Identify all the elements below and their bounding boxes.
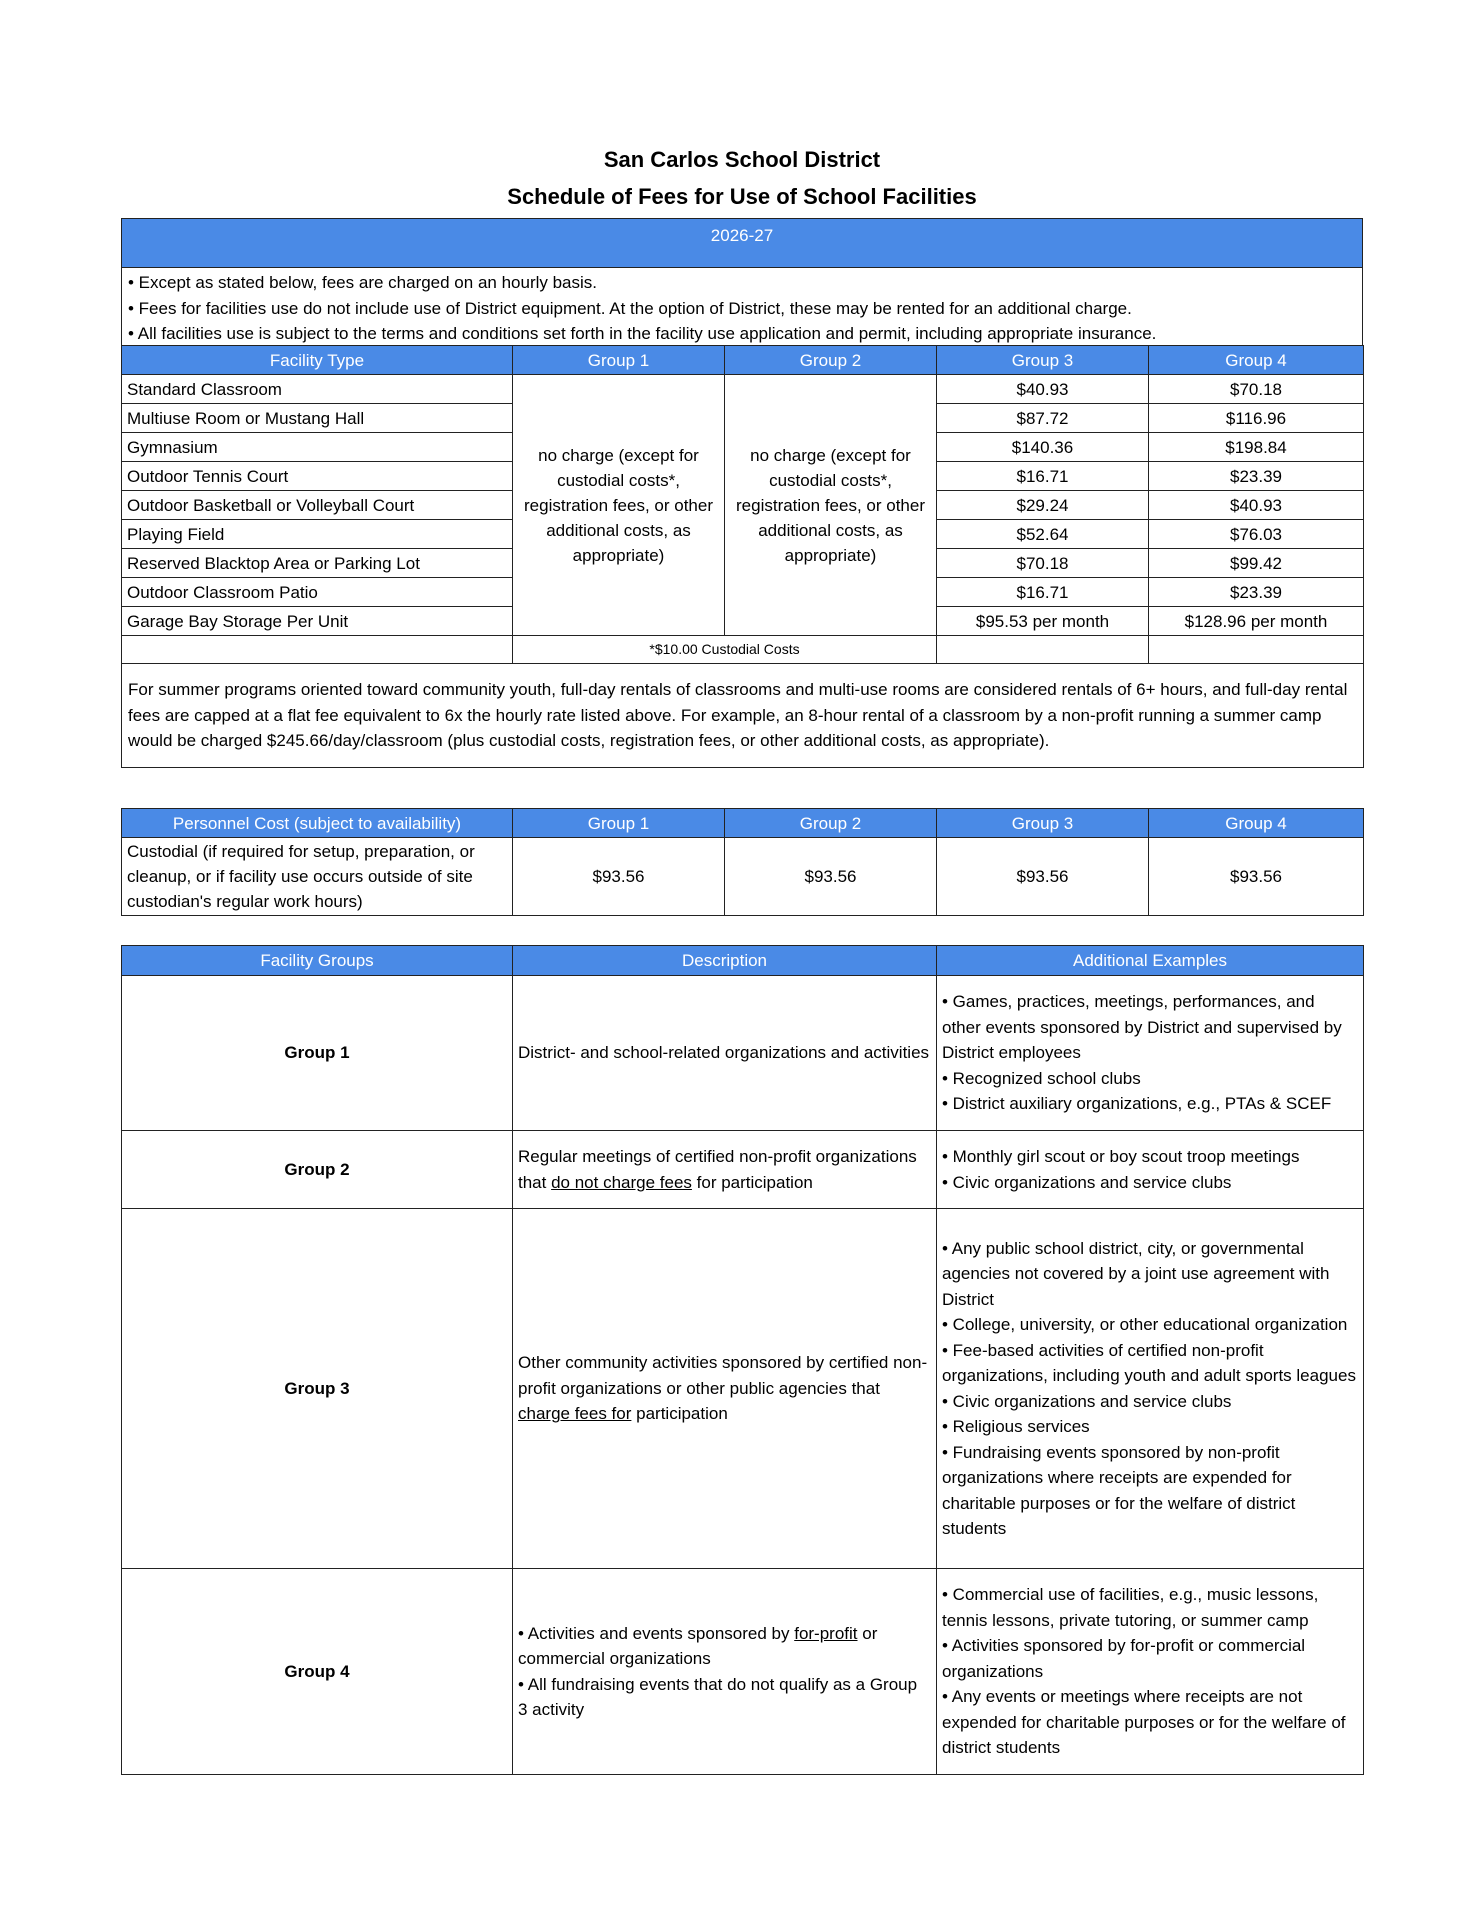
facility-name: Outdoor Tennis Court — [122, 462, 513, 491]
personnel-table — [121, 808, 1364, 916]
col-additional-examples: Additional Examples — [937, 946, 1364, 976]
note-line: • All facilities use is subject to the terms and conditions set forth in the facility use application and permit, including appropriate insurance. — [128, 324, 1157, 343]
summer-program-note: For summer programs oriented toward community youth, full-day rentals of classrooms and multi-use rooms are considered rentals of 6+ hours, and full-day rental fees are capped at a flat fee equivalent to 6x the hourly rate listed above. For example, an 8-hour rental of a classroom by a non-profit running a summer camp would be charged $245.66/day/classroom (plus custodial costs, registration fees, or other additional costs, as appropriate). — [122, 664, 1364, 768]
empty-cell — [1149, 636, 1364, 664]
example-item: • Games, practices, meetings, performances, and other events sponsored by District and supervised by District employees — [942, 992, 1342, 1063]
note-line: • Fees for facilities use do not include use of District equipment. At the option of District, these may be rented for an additional charge. — [128, 298, 1132, 318]
example-item: • Religious services — [942, 1417, 1090, 1436]
example-item: • Any public school district, city, or governmental agencies not covered by a joint use agreement with District — [942, 1238, 1330, 1309]
group4-fee: $116.96 — [1149, 404, 1364, 433]
group4-fee: $76.03 — [1149, 520, 1364, 549]
group4-fee: $128.96 per month — [1149, 607, 1364, 636]
facility-name: Playing Field — [122, 520, 513, 549]
group-examples — [937, 976, 1364, 1131]
col-group-1: Group 1 — [513, 346, 725, 375]
group4-fee: $99.42 — [1149, 549, 1364, 578]
example-item: • College, university, or other educational organization — [942, 1315, 1348, 1334]
group1-no-charge: no charge (except for custodial costs*, registration fees, or other additional costs, as appropriate) — [513, 375, 725, 636]
custodial-label: Custodial (if required for setup, preparation, or cleanup, or if facility use occurs outside of site custodian's regular work hours) — [122, 838, 513, 916]
col-group-3: Group 3 — [937, 346, 1149, 375]
example-item: • Fundraising events sponsored by non-profit organizations where receipts are expended for charitable purposes or for the welfare of district students — [942, 1442, 1296, 1538]
facility-name: Outdoor Classroom Patio — [122, 578, 513, 607]
group3-fee: $87.72 — [937, 404, 1149, 433]
empty-cell — [122, 636, 513, 664]
col-group-2: Group 2 — [725, 809, 937, 838]
col-group-2: Group 2 — [725, 346, 937, 375]
facility-name: Gymnasium — [122, 433, 513, 462]
group3-fee: $16.71 — [937, 578, 1149, 607]
description-item: • All fundraising events that do not qualify as a Group 3 activity — [518, 1674, 918, 1719]
facility-name: Garage Bay Storage Per Unit — [122, 607, 513, 636]
group4-fee: $23.39 — [1149, 578, 1364, 607]
example-item: • Recognized school clubs — [942, 1068, 1141, 1088]
example-item: • District auxiliary organizations, e.g., PTAs & SCEF — [942, 1094, 1332, 1114]
example-item: • Civic organizations and service clubs — [942, 1172, 1232, 1192]
year-banner: 2026-27 — [121, 218, 1363, 268]
group-examples — [937, 1569, 1364, 1775]
group4-fee: $40.93 — [1149, 491, 1364, 520]
col-facility-groups: Facility Groups — [122, 946, 513, 976]
facility-groups-table — [121, 945, 1364, 1775]
description-item: • Activities and events sponsored by for-profit or commercial organizations — [518, 1623, 878, 1668]
group3-fee: $40.93 — [937, 375, 1149, 404]
personnel-group3-cost: $93.56 — [937, 838, 1149, 916]
example-item: • Fee-based activities of certified non-profit organizations, including youth and adult sports leagues — [942, 1340, 1356, 1385]
col-group-4: Group 4 — [1149, 809, 1364, 838]
col-personnel-cost: Personnel Cost (subject to availability) — [122, 809, 513, 838]
example-item: • Any events or meetings where receipts are not expended for charitable purposes or for the welfare of district students — [942, 1687, 1346, 1758]
group-description: Regular meetings of certified non-profit organizations that do not charge fees for participation — [513, 1131, 937, 1209]
col-facility-type: Facility Type — [122, 346, 513, 375]
group-description: Other community activities sponsored by certified non-profit organizations or other public agencies that charge fees for participation — [513, 1209, 937, 1569]
group3-fee: $29.24 — [937, 491, 1149, 520]
empty-cell — [937, 636, 1149, 664]
group3-fee: $140.36 — [937, 433, 1149, 462]
facility-name: Standard Classroom — [122, 375, 513, 404]
facility-name: Reserved Blacktop Area or Parking Lot — [122, 549, 513, 578]
custodial-footnote: *$10.00 Custodial Costs — [513, 636, 937, 664]
group4-fee: $23.39 — [1149, 462, 1364, 491]
col-group-3: Group 3 — [937, 809, 1149, 838]
note-line: • Except as stated below, fees are charged on an hourly basis. — [128, 273, 598, 292]
group-name: Group 2 — [122, 1131, 513, 1209]
facility-name: Outdoor Basketball or Volleyball Court — [122, 491, 513, 520]
col-description: Description — [513, 946, 937, 976]
group4-fee: $70.18 — [1149, 375, 1364, 404]
group3-fee: $70.18 — [937, 549, 1149, 578]
example-item: • Civic organizations and service clubs — [942, 1391, 1232, 1411]
example-item: • Activities sponsored by for-profit or commercial organizations — [942, 1636, 1306, 1681]
group-name: Group 4 — [122, 1569, 513, 1775]
group-name: Group 1 — [122, 976, 513, 1131]
group3-fee: $16.71 — [937, 462, 1149, 491]
group-description — [513, 1569, 937, 1775]
schedule-title: Schedule of Fees for Use of School Facilities — [507, 184, 977, 209]
group-examples — [937, 1209, 1364, 1569]
personnel-group1-cost: $93.56 — [513, 838, 725, 916]
general-notes — [121, 268, 1363, 346]
group3-fee: $52.64 — [937, 520, 1149, 549]
group-examples — [937, 1131, 1364, 1209]
example-item: • Monthly girl scout or boy scout troop meetings — [942, 1147, 1300, 1166]
group-description: District- and school-related organizations and activities — [513, 976, 937, 1131]
group4-fee: $198.84 — [1149, 433, 1364, 462]
group3-fee: $95.53 per month — [937, 607, 1149, 636]
district-title: San Carlos School District — [603, 147, 881, 172]
example-item: • Commercial use of facilities, e.g., music lessons, tennis lessons, private tutoring, or summer camp — [942, 1585, 1319, 1630]
col-group-1: Group 1 — [513, 809, 725, 838]
facility-name: Multiuse Room or Mustang Hall — [122, 404, 513, 433]
col-group-4: Group 4 — [1149, 346, 1364, 375]
group-name: Group 3 — [122, 1209, 513, 1569]
fee-table — [121, 345, 1364, 768]
group2-no-charge: no charge (except for custodial costs*, registration fees, or other additional costs, as appropriate) — [725, 375, 937, 636]
personnel-group2-cost: $93.56 — [725, 838, 937, 916]
personnel-group4-cost: $93.56 — [1149, 838, 1364, 916]
